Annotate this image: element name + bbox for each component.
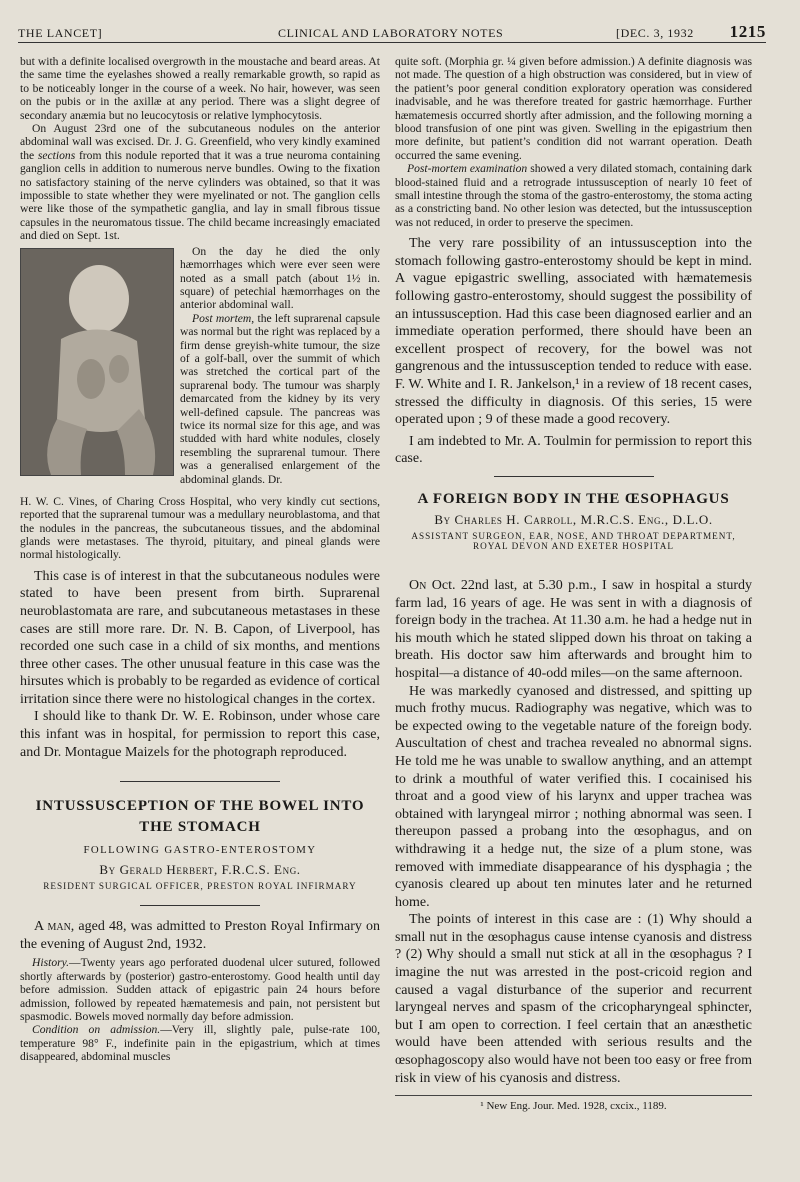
case-notes-after-figure [20, 495, 380, 562]
discussion [20, 568, 380, 762]
footnote: ¹ New Eng. Jour. Med. 1928, cxcix., 1189. [480, 1100, 667, 1113]
paragraph: He was markedly cyanosed and distressed, and spitting up much frothy mucus. Radiography was negative, which was to be expected owing to the vegetable nature of the foreign body. Auscultation of chest and trachea revealed no abnormal signs. He told me he was unable to swallow anything, and an attempt to drink a mouthful of water verified this. I cocainised his throat and a good view of his larynx and upper trachea was obtained with laryngeal mirror ; nothing abnormal was seen. I thereupon passed a probang into the œsophagus, and on withdrawing it a hedge nut, the size of a plum stone, was removed with immediate disappearance of his dysphagia ; the cyanosis cleared up about ten minutes later and he returned home. [395, 683, 752, 910]
paragraph: The very rare possibility of an intussusception into the stomach following gastro-enterostomy should be kept in mind. A vague epigastric swelling, associated with hæmatemesis following gastro-enterostomy, should suggest the possibility of an intussusception. Had this case been diagnosed earlier and an immediate operation performed, there should have been an excellent prospect of recovery, for the bowel was not gangrenous and the intussusception tended to reduce with ease. F. W. White and I. R. Jankelson,¹ in a review of 18 recent cases, stressed the difficulty in diagnosis. Of this series, 15 were operated upon ; 9 of these made a good recovery. [395, 236, 753, 428]
running-header [18, 22, 766, 43]
page-number: 1215 [729, 22, 766, 41]
paragraph: A man, aged 48, was admitted to Preston Royal Infirmary on the evening of August 2nd, 1932. [20, 919, 380, 952]
paragraph: Post mortem, the left suprarenal capsule was normal but the right was replaced by a firm dense greyish-white tumour, the size of a golf-ball, over the summit of which was stretched the cortical part of the suprarenal body. The tumour was sharply demarcated from the kidney by its very well-defined capsule. The pancreas was twice its normal size for this age, and was studded with hard white nodules, closely resembling the suprarenal tumour. There was a generalised enlargement of the abdominal glands. Dr. [180, 311, 380, 486]
paragraph: but with a definite localised overgrowth in the moustache and beard areas. At the same time the eyelashes showed a really remarkable growth, so rapid as to be noticeably longer in the course of a week. No hair, however, was seen on the pubis or in the axillæ at any period. There was a slight degree of secondary anæmia but no leucocytosis or relative lymphocytosis. [20, 55, 380, 122]
article-byline: By Gerald Herbert, F.R.C.S. Eng. [99, 862, 301, 878]
footnote-rule [395, 1095, 752, 1096]
divider [120, 781, 280, 782]
paragraph: History.—Twenty years ago perforated duodenal ulcer sutured, followed shortly afterwards by (posterior) gastro-enterostomy. Good health until day before admission. Sudden attack of epigastric pain 24 hours before admission, followed by repeated hæmatemesis and pain, not persistent but spasmodic. Bowels moved normally day before admission. [20, 956, 380, 1024]
paragraph: On the day he died the only hæmorrhages which were ever seen were noted as a small patch (about 1½ in. square) of petechial hæmorrhages on the anterior abdominal wall. [180, 244, 380, 312]
divider [140, 905, 260, 906]
section-title: CLINICAL AND LABORATORY NOTES [278, 26, 504, 40]
article-title: A FOREIGN BODY IN THE ŒSOPHAGUS [417, 491, 730, 507]
right-column [395, 55, 752, 1112]
paragraph: This case is of interest in that the subcutaneous nodules were stated to have been present from birth. Suprarenal neuroblastomata are rare, and subcutaneous metastases in these cases are still more rare. Dr. N. B. Capon, of Liverpool, has recorded one such case in a child of six months, and mentions three other cases. The other unusual feature in this case was the hirsutes which is probably to be regarded as evidence of cortical irritation since there were no histological changes in the cortex. [20, 568, 380, 707]
paragraph: Post-mortem examination showed a very dilated stomach, containing dark blood-stained fluid and a retrograde intussusception of nearly 10 feet of small intestine through the stoma of the gastro-enterostomy, the stoma acting as a constricting band. No other lesion was detected, but the intussusception was not reduced, in order to preserve the specimen. [395, 162, 752, 229]
article-body [395, 577, 752, 1087]
paragraph: The points of interest in this case are : (1) Why should a small nut in the œsophagus cause intense cyanosis and distress ? (2) Why should a small nut stick at all in the œsophagus ? I imagine the nut was arrested in the post-cricoid region and caused a vagal disturbance of the superior and recurrent laryngeal nerves and spasm of the cricopharyngeal sphincter, but I am open to correction. I feel certain that an anæsthetic would have been attended with serious results and the œsophagoscopy also would have not been too easy or free from risk in view of his cyanosis and distress. [395, 912, 752, 1086]
figure-block [20, 245, 380, 495]
left-column [20, 55, 380, 1064]
infant-photo-graphic [21, 249, 173, 475]
article-heading [395, 489, 752, 551]
article-affiliation: RESIDENT SURGICAL OFFICER, PRESTON ROYAL INFIRMARY [43, 881, 357, 892]
issue-date: [DEC. 3, 1932 [616, 26, 694, 40]
divider [494, 476, 654, 477]
paragraph: Condition on admission.—Very ill, slightly pale, pulse-rate 100, temperature 98° F., indefinite pain in the epigastrium, which at times disappeared, abdominal muscles [20, 1023, 380, 1064]
discussion [395, 235, 752, 468]
article-affiliation: ASSISTANT SURGEON, EAR, NOSE, AND THROAT DEPARTMENT, ROYAL DEVON AND EXETER HOSPITAL [411, 531, 736, 551]
paragraph: On Oct. 22nd last, at 5.30 p.m., I saw in hospital a sturdy farm lad, 16 years of age. He was sent in with a diagnosis of foreign body in the trachea. At 11.30 a.m. he had a hedge nut in his mouth which he stated slipped down his throat on taking a breath. His doctor saw him afterwards and brought him to hospital—a distance of 40-odd miles—on the same afternoon. [395, 578, 752, 681]
paragraph: quite soft. (Morphia gr. ¼ given before admission.) A definite diagnosis was not made. The question of a high obstruction was considered, but in view of the patient’s poor general condition exploratory operation was considered inadvisable, and he was therefore treated for gastric hæmorrhage. Further hæmatemesis occurred shortly after admission, and the following morning a blood transfusion of one pint was given. Swelling in the epigastrium then more definite, but patient’s condition did not warrant operation. Death occurred the same evening. [395, 55, 752, 162]
paragraph: On August 23rd one of the subcutaneous nodules on the anterior abdominal wall was excised. Dr. J. G. Greenfield, who very kindly examined the sections from this nodule reported that it was a true neuroma containing ganglion cells in addition to numerous nerve bundles. Owing to the fixation no satisfactory staining of the nerve cylinders was obtained, so that it was impossible to state whether they were myelinated or not. The ganglion cells were like those of the sympathetic ganglia, and lay in small fibrous tissue capsules in the neuromatous tissue. The child became increasingly emaciated and died on Sept. 1st. [20, 122, 380, 243]
paragraph: I am indebted to Mr. A. Toulmin for permission to report this case. [395, 433, 752, 467]
figure-side-text [180, 245, 380, 486]
article-subtitle: FOLLOWING GASTRO-ENTEROSTOMY [83, 844, 317, 857]
journal-name: THE LANCET] [18, 26, 103, 40]
patient-photograph [20, 248, 174, 476]
case-notes-continuation [20, 55, 380, 243]
article-title: INTUSSUSCEPTION OF THE BOWEL INTO THE STOMACH [35, 798, 365, 836]
paragraph: I should like to thank Dr. W. E. Robinson, under whose care this infant was in hospital, for permission to report this case, and Dr. Montague Maizels for the photograph reproduced. [20, 709, 380, 760]
article-intro [20, 918, 380, 953]
article-heading [20, 796, 380, 891]
case-history [20, 956, 380, 1063]
case-continuation [395, 55, 752, 229]
paragraph: H. W. C. Vines, of Charing Cross Hospital, who very kindly cut sections, reported that the suprarenal tumour was a medullary neuroblastoma, and that the nodules in the pancreas, the subcutaneous tissues, and the abdominal glands were metastases. The thyroid, pituitary, and pineal glands were normal histologically. [20, 494, 380, 562]
article-byline: By Charles H. Carroll, M.R.C.S. Eng., D.L.O. [434, 512, 713, 527]
